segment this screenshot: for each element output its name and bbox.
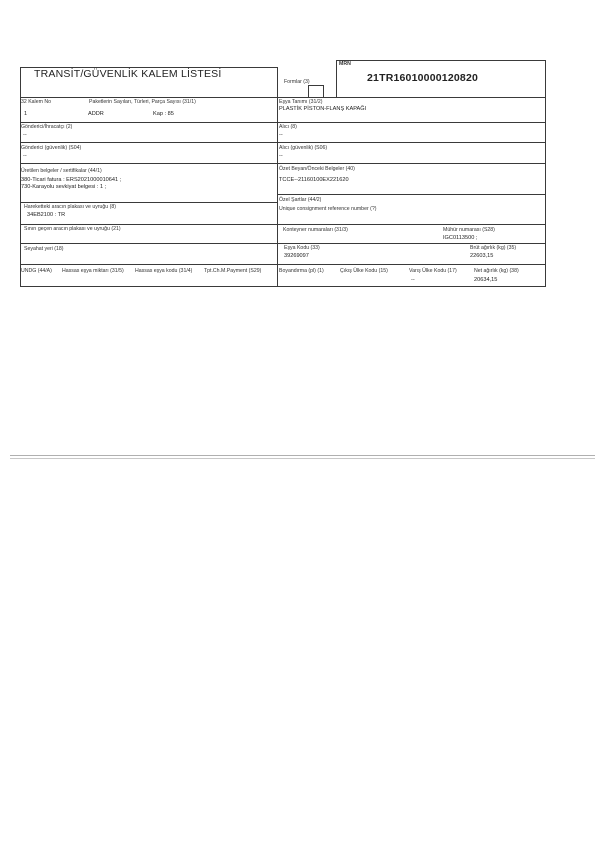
dest-country-label: Varış Ülke Kodu (17)	[409, 268, 457, 274]
frame-divider-vertical	[277, 67, 278, 286]
container-label: Konteyner numaraları (31/3)	[283, 227, 348, 233]
sensitive-code-label: Hassas eşya kodu (31/4)	[135, 268, 193, 274]
dest-country-value: --	[411, 277, 415, 283]
consignee-value: --	[279, 132, 283, 138]
row-divider-r5	[277, 224, 545, 225]
gross-mass-value: 22603,15	[470, 253, 494, 259]
consignee-label: Alıcı (8)	[279, 124, 297, 130]
forms-box-right	[323, 85, 324, 97]
vehicle-value: 34EB2100 : TR	[27, 212, 66, 218]
produced-docs-line1: 380-Ticari fatura : ERS2021000010641 ;	[21, 177, 122, 183]
route-label: Seyahat yeri (18)	[24, 246, 64, 252]
row-divider-r4	[277, 194, 545, 195]
row-divider-l3	[20, 163, 277, 164]
produced-docs-line2: 730-Karayolu sevkiyat belgesi : 1 ;	[21, 184, 107, 190]
row-divider-r1	[277, 122, 545, 123]
row-divider-r6	[277, 243, 545, 244]
row-divider-l5	[20, 224, 277, 225]
mrn-box-left	[336, 60, 337, 97]
mrn-value: 21TR16010000120820	[367, 72, 479, 84]
row-divider-r3	[277, 163, 545, 164]
marks-value: ADDR	[88, 111, 104, 117]
goods-desc-label: Eşya Tanımı (31/2)	[279, 99, 323, 105]
gross-mass-label: Brüt ağırlık (kg) (35)	[470, 245, 517, 251]
row-divider-l4	[20, 202, 277, 203]
row-divider-r2	[277, 142, 545, 143]
exit-country-label: Çıkış Ülke Kodu (15)	[340, 268, 388, 274]
header-bottom-right	[277, 97, 545, 98]
row-divider-l2	[20, 142, 277, 143]
packages-value: Kap : 85	[153, 111, 174, 117]
goods-code-label: Eşya Kodu (33)	[284, 245, 320, 251]
frame-bottom	[20, 286, 546, 287]
consignor-security-label: Gönderici (güvenlik) (S04)	[21, 145, 82, 151]
forms-box-top	[308, 85, 324, 86]
form-title: TRANSİT/GÜVENLİK KALEM LİSTESİ	[34, 68, 222, 80]
special-declaration-value: TCCE--21160100EX221620	[279, 177, 349, 183]
scan-streak-1	[10, 455, 595, 456]
forms-box-left	[308, 85, 309, 97]
border-vehicle-label: Sınırı geçen aracın plakası ve uyruğu (21)	[24, 226, 121, 232]
item-no-value: 1	[24, 111, 28, 117]
consignor-security-value: --	[23, 153, 27, 159]
forms-label: Formlar (3)	[284, 79, 310, 85]
produced-docs-label: Üretilen belgeler / sertifikalar (44/1)	[21, 168, 102, 174]
net-mass-label: Net ağırlık (kg) (38)	[474, 268, 519, 274]
scan-streak-2	[10, 458, 595, 459]
unique-ref-label: Unique consignment reference number (?)	[279, 206, 377, 212]
seal-numbers-label: Mühür numarası (S28)	[443, 227, 495, 233]
special-remarks-label: Özel Şartlar (44/2)	[279, 197, 322, 203]
consignee-security-label: Alıcı (güvenlik) (S06)	[279, 145, 328, 151]
net-mass-value: 20634,15	[474, 277, 498, 283]
consignor-label: Gönderici/İhracatçı (2)	[21, 124, 73, 130]
undg-label: UNDG (44/A)	[21, 268, 52, 274]
row-divider-l1	[20, 122, 277, 123]
row-divider-l6	[20, 243, 277, 244]
row-divider-r7	[277, 264, 545, 265]
mrn-label: MRN	[339, 61, 351, 67]
frame-top-right	[336, 60, 545, 61]
goods-desc-value: PLASTİK PİSTON-FLANŞ KAPAĞI	[279, 106, 367, 112]
packages-label: Paketlerin Sayıları, Türleri, Parça Sayısı (31/1)	[89, 99, 196, 105]
item-no-label: 32 Kalem No	[21, 99, 51, 105]
sensitive-qty-label: Hassas eşya miktarı (31/5)	[62, 268, 124, 274]
special-declaration-label: Özet Beyan/Önceki Belgeler (40)	[279, 166, 355, 172]
row-divider-l7	[20, 264, 277, 265]
frame-right	[545, 60, 546, 286]
consignor-value: --	[23, 132, 27, 138]
transport-doc-label: Boyandırma (pl) (1)	[279, 268, 324, 274]
seal-numbers-value: IGC0113500 ;	[443, 235, 478, 241]
consignee-security-value: --	[279, 153, 283, 159]
payment-label: Tpt.Ch.M.Payment (S29)	[204, 268, 262, 274]
goods-code-value: 39269097	[284, 253, 309, 259]
header-bottom-left	[20, 97, 277, 98]
vehicle-label: Hareketteki aracın plakası ve uyruğu (8)	[24, 204, 116, 210]
